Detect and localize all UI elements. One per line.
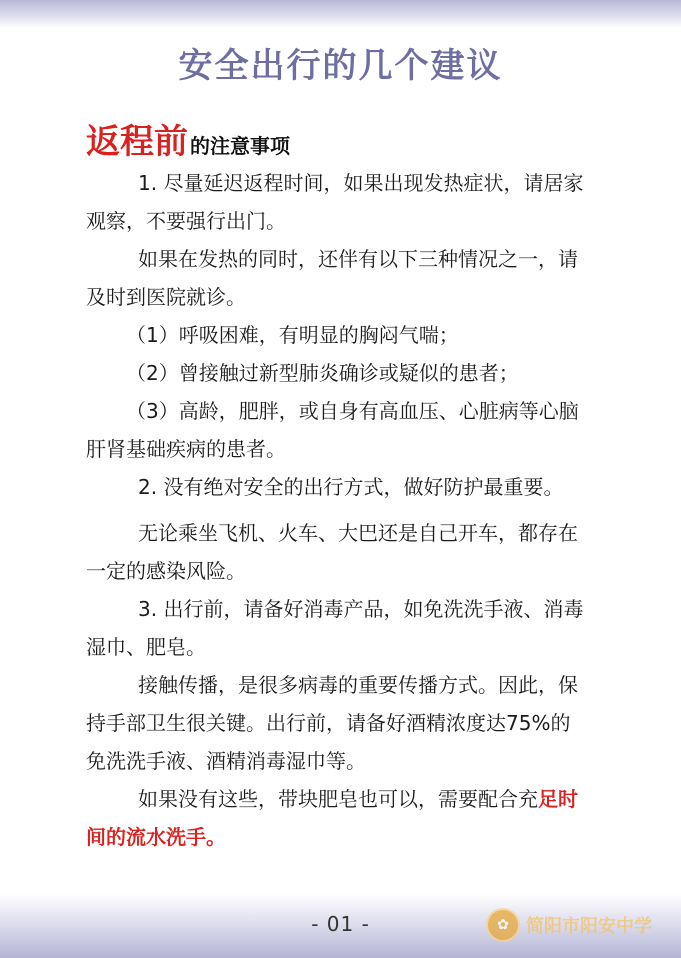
paragraph-8: 3. 出行前，请备好消毒产品，如免洗洗手液、消毒湿巾、肥皂。	[86, 597, 584, 659]
paragraph-10	[86, 780, 586, 856]
paragraph-6: 2. 没有绝对安全的出行方式，做好防护最重要。	[138, 475, 564, 499]
page-title: 安全出行的几个建议	[178, 46, 503, 86]
paragraph-5: （3）高龄，肥胖，或自身有高血压、心脏病等心脑肝肾基础疾病的患者。	[86, 399, 579, 461]
section-heading	[86, 114, 290, 163]
section-heading-sub: 的注意事项	[190, 134, 290, 158]
paragraph-3: （1）呼吸困难，有明显的胸闷气喘；	[126, 323, 459, 347]
watermark	[486, 908, 652, 942]
body-text	[86, 164, 586, 856]
top-decorative-band	[0, 0, 681, 28]
paragraph-1: 1. 尽量延迟返程时间，如果出现发热症状，请居家观察，不要强行出门。	[86, 171, 584, 233]
school-seal-icon: ✿	[486, 908, 520, 942]
page-number: - 01 -	[311, 912, 370, 936]
paragraph-7: 无论乘坐飞机、火车、大巴还是自己开车，都存在一定的感染风险。	[86, 521, 578, 583]
watermark-text: 简阳市阳安中学	[526, 916, 652, 937]
paragraph-9: 接触传播，是很多病毒的重要传播方式。因此，保持手部卫生很关键。出行前，请备好酒精浓度达75%的免洗洗手液、酒精消毒湿巾等。	[86, 673, 578, 773]
section-heading-main: 返程前	[86, 122, 188, 162]
paragraph-2: 如果在发热的同时，还伴有以下三种情况之一，请及时到医院就诊。	[86, 247, 578, 309]
paragraph-4: （2）曾接触过新型肺炎确诊或疑似的患者；	[126, 361, 519, 385]
paragraph-10-highlight: 足时间的流水洗手。	[86, 787, 578, 849]
paragraph-10-text: 如果没有这些，带块肥皂也可以，需要配合充	[138, 787, 538, 811]
